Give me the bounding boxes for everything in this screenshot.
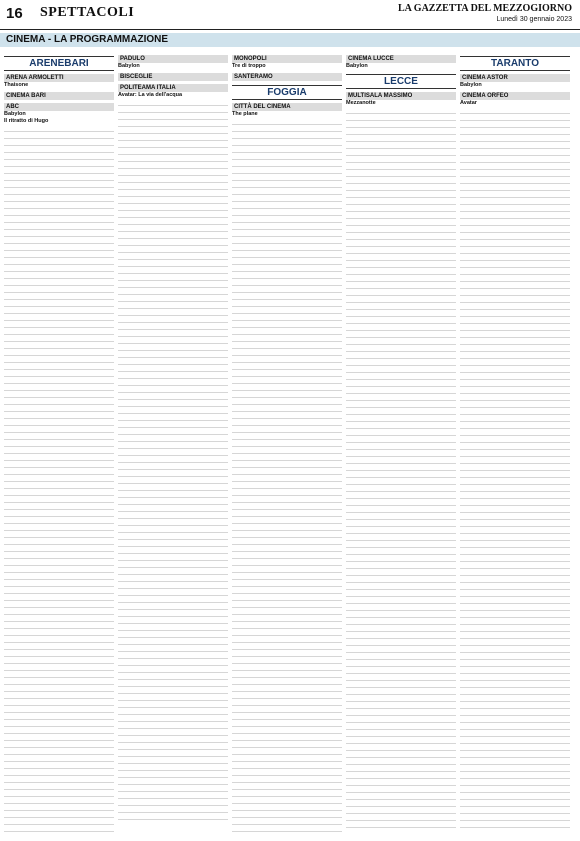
film-title: Tre di troppo [232,63,266,69]
cinema-name: SANTERAMO [232,73,342,81]
section-title: SPETTACOLI [40,5,135,20]
listing-text [346,110,456,830]
film-title: The plane [232,111,258,117]
cinema-name: ABC [4,103,114,111]
film-title: Babylon [118,63,140,69]
cinema-name: CINEMA ASTOR [460,74,570,82]
city-heading: TARANTO [460,56,570,71]
film-title: Avatar [460,100,477,106]
column-1 [4,52,114,837]
film-title: Thaisone [4,82,29,88]
cinema-name: ARENA ARMOLETTI [4,74,114,82]
cinema-name: MULTISALA MASSIMO [346,92,456,100]
column-2 [118,52,228,837]
section-banner [0,33,580,47]
city-heading: FOGGIA [232,85,342,100]
cinema-name: CINEMA LUCCE [346,55,456,63]
listing-text [460,110,570,830]
film-title: Il ritratto di Hugo [4,118,49,124]
cinema-name: CINEMA BARI [4,92,114,100]
cinema-name: BISCEGLIE [118,73,228,81]
film-title: Babylon [346,63,368,69]
cinema-name: CINEMA ORFEO [460,92,570,100]
cinema-name: POLITEAMA ITALIA [118,84,228,92]
page-number: 16 [6,5,23,22]
film-title: Babylon [4,111,26,117]
issue-date: Lunedì 30 gennaio 2023 [496,16,572,23]
listing-text [4,128,114,837]
listing-text [232,121,342,837]
banner-title: CINEMA - LA PROGRAMMAZIONE [6,34,169,45]
cinema-name: CITTÀ DEL CINEMA [232,103,342,111]
film-title: Mezzanotte [346,100,376,106]
cinema-name: MONOPOLI [232,55,342,63]
column-4 [346,52,456,837]
column-3 [232,52,342,837]
city-heading: LECCE [346,74,456,89]
cinema-name: PADULO [118,55,228,63]
listing-text [118,102,228,822]
column-5 [460,52,570,837]
film-title: Avatar: La via dell'acqua [118,92,183,98]
masthead: LA GAZZETTA DEL MEZZOGIORNO [397,3,572,14]
page-header [0,0,580,30]
film-title: Babylon [460,82,482,88]
city-heading: ARENEBARI [4,56,114,71]
